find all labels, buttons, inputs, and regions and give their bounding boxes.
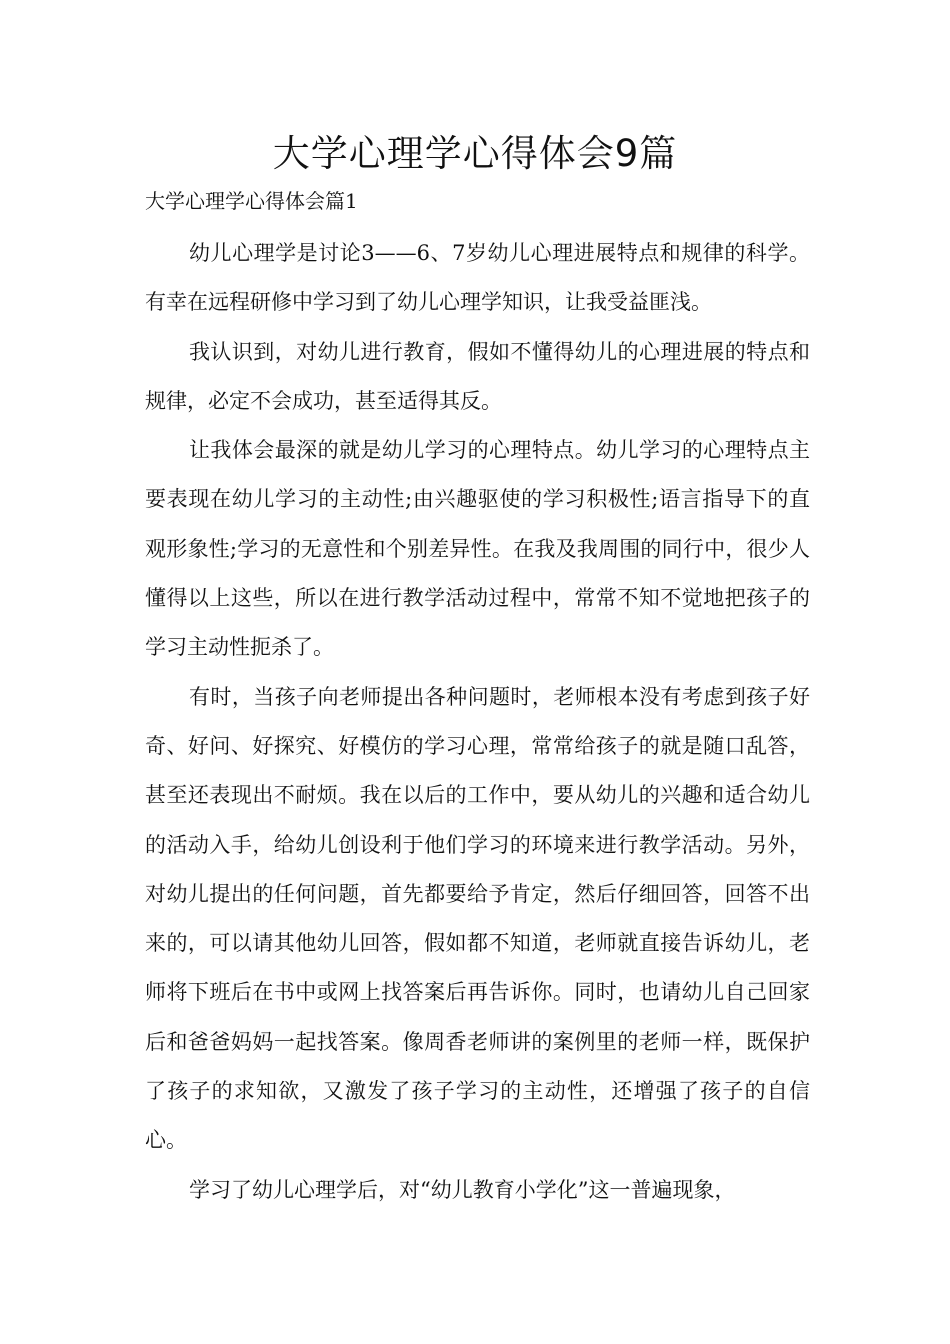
paragraph-3: 让我体会最深的就是幼儿学习的心理特点。幼儿学习的心理特点主要表现在幼儿学习的主动性;由兴趣驱使的学习积极性;语言指导下的直观形象性;学习的无意性和个别差异性。在我及我周围的同行中，很少人懂得以上这些，所以在进行教学活动过程中，常常不知不觉地把孩子的学习主动性扼杀了。 [145, 438, 810, 660]
document-body [145, 229, 810, 1215]
section-title: 大学心理学心得体会篇1 [145, 189, 358, 213]
paragraph-1: 幼儿心理学是讨论3——6、7岁幼儿心理进展特点和规律的科学。有幸在远程研修中学习到了幼儿心理学知识，让我受益匪浅。 [145, 241, 810, 315]
paragraph-2: 我认识到，对幼儿进行教育，假如不懂得幼儿的心理进展的特点和规律，必定不会成功，甚至适得其反。 [145, 339, 810, 413]
paragraph-5: 学习了幼儿心理学后，对“幼儿教育小学化”这一普遍现象， [189, 1177, 736, 1202]
paragraph-4: 有时，当孩子向老师提出各种问题时，老师根本没有考虑到孩子好奇、好问、好探究、好模仿的学习心理，常常给孩子的就是随口乱答，甚至还表现出不耐烦。我在以后的工作中，要从幼儿的兴趣和适合幼儿的活动入手，给幼儿创设利于他们学习的环境来进行教学活动。另外，对幼儿提出的任何问题，首先都要给予肯定，然后仔细回答，回答不出来的，可以请其他幼儿回答，假如都不知道，老师就直接告诉幼儿，老师将下班后在书中或网上找答案后再告诉你。同时，也请幼儿自己回家后和爸爸妈妈一起找答案。像周香老师讲的案例里的老师一样，既保护了孩子的求知欲，又激发了孩子学习的主动性，还增强了孩子的自信心。 [145, 684, 810, 1153]
document-title: 大学心理学心得体会9篇 [272, 132, 678, 175]
